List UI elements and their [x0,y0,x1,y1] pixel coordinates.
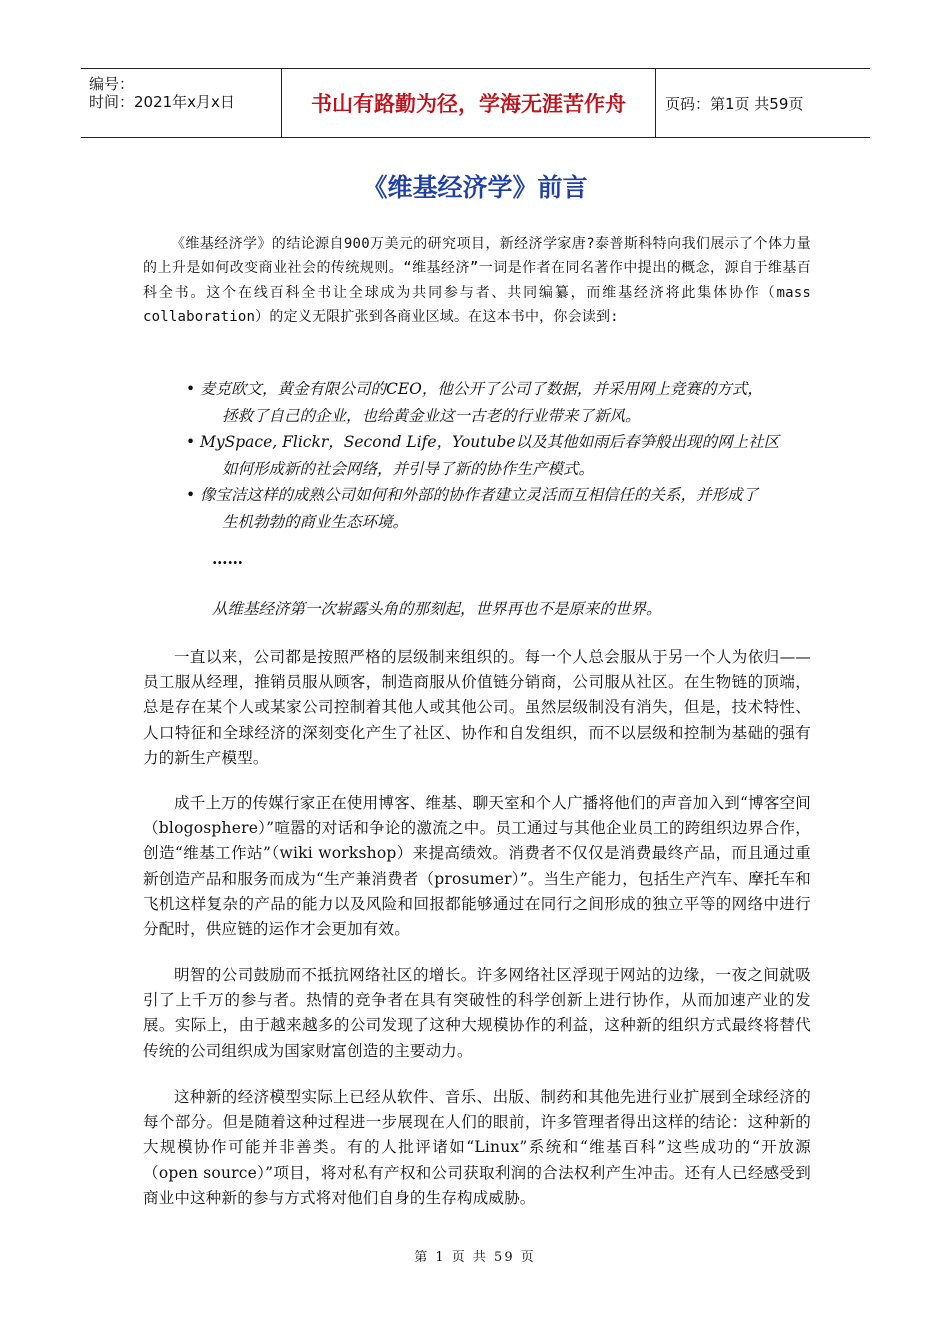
document-number-label: 编号： [89,75,135,93]
header-info-cell [81,69,282,137]
page-footer: 第 1 页 共 59 页 [414,1250,536,1265]
bullet-text-line2: 如何形成新的社会网络，并引导了新的协作生产模式。 [222,459,595,478]
body-paragraph: 这种新的经济模型实际上已经从软件、音乐、出版、制药和其他先进行业扩展到全球经济的每个部分。但是随着这种过程进一步展现在人们的眼前，许多管理者得出这样的结论：这种新的大规模协作可能并非善类。有的人批评诸如“Linux”系统和“维基百科”这些成功的“开放源（open source）”项目，将对私有产权和公司获取利润的合法权利产生冲击。还有人已经感受到商业中这种新的参与方式将对他们自身的生存构成威胁。 [143,1088,811,1207]
body-paragraph: 一直以来，公司都是按照严格的层级制来组织的。每一个人总会服从于另一个人为依归——员工服从经理，推销员服从顾客，制造商服从价值链分销商，公司服从社区。在生物链的顶端，总是存在某个人或某家公司控制着其他人或其他公司。虽然层级制没有消失，但是，技术特性、人口特征和全球经济的深刻变化产生了社区、协作和自发组织，而不以层级和控制为基础的强有力的新生产模型。 [143,648,811,767]
bullet-icon: • [186,486,196,504]
header-table [81,68,870,138]
bullet-icon: • [186,380,196,398]
list-item [186,429,812,482]
bullet-icon: • [186,433,196,451]
bullet-text-line2: 生机勃勃的商业生态环境。 [222,512,409,531]
bullet-text-line1: MySpace, Flickr，Second Life，Youtube以及其他如雨后春笋般出现的网上社区 [200,433,780,451]
ellipsis: …… [212,549,243,568]
quote-line: 从维基经济第一次崭露头角的那刻起，世界再也不是原来的世界。 [212,600,662,618]
body-paragraph: 明智的公司鼓励而不抵抗网络社区的增长。许多网络社区浮现于网站的边缘，一夜之间就吸引了上千万的参与者。热情的竞争者在具有突破性的科学创新上进行协作，从而加速产业的发展。实际上，由于越来越多的公司发现了这种大规模协作的利益，这种新的组织方式最终将替代传统的公司组织成为国家财富创造的主要动力。 [143,966,811,1060]
bullet-text-line1: 麦克欧文，黄金有限公司的CEO，他公开了公司了数据，并采用网上竞赛的方式， [200,380,763,398]
header-motto: 书山有路勤为径，学海无涯苦作舟 [282,69,656,137]
header-page-label: 页码：第1页 共59页 [665,94,804,113]
document-time-label: 时间：2021年x月x日 [89,93,235,111]
bullet-list [186,376,812,535]
list-item [186,482,812,535]
bullet-text-line1: 像宝洁这样的成熟公司如何和外部的协作者建立灵活而互相信任的关系，并形成了 [200,486,759,504]
body-paragraph: 成千上万的传媒行家正在使用博客、维基、聊天室和个人广播将他们的声音加入到“博客空间（blogosphere）”喧嚣的对话和争论的激流之中。员工通过与其他企业员工的跨组织边界合作，创造“维基工作站”（wiki workshop）来提高绩效。消费者不仅仅是消费最终产品，而且通过重新创造产品和服务而成为“生产兼消费者（prosumer）”。当生产能力，包括生产汽车、摩托车和飞机这样复杂的产品的能力以及风险和回报都能够通过在同行之间形成的独立平等的网络中进行分配时，供应链的运作才会更加有效。 [143,794,811,939]
list-item [186,376,812,429]
page-title: 《维基经济学》前言 [362,173,588,202]
intro-paragraph: 《维基经济学》的结论源自900万美元的研究项目，新经济学家唐?泰普斯科特向我们展示了个体力量的上升是如何改变商业社会的传统规则。“维基经济”一词是作者在同名著作中提出的概念，源自于维基百科全书。这个在线百科全书让全球成为共同参与者、共同编纂，而维基经济将此集体协作（mass collaboration）的定义无限扩张到各商业区域。在这本书中，你会读到: [143,236,811,326]
bullet-text-line2: 拯救了自己的企业，也给黄金业这一古老的行业带来了新风。 [222,406,641,425]
